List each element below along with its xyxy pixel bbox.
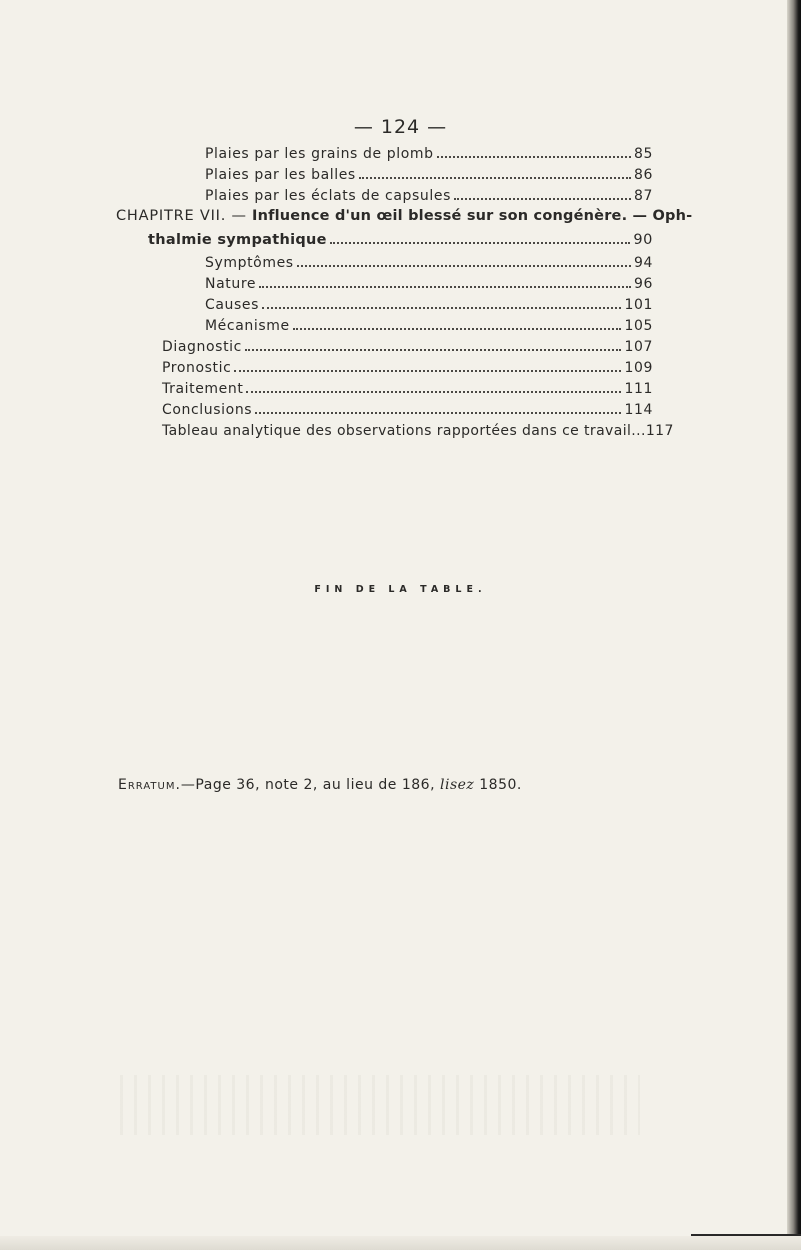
toc-entry-title: Plaies par les éclats de capsules (205, 188, 451, 204)
erratum-label: Erratum. (118, 777, 181, 793)
toc-subentry (205, 318, 653, 334)
toc-entry-page: 114 (624, 402, 653, 418)
toc-entry-page: 111 (624, 381, 653, 397)
dot-leader (259, 286, 631, 288)
toc-entry-title: Mécanisme (205, 318, 290, 334)
toc-entry-page: 87 (633, 188, 653, 204)
toc-entry-title: Conclusions (162, 402, 253, 418)
toc-entry (162, 339, 653, 355)
toc-entry-page: 86 (633, 167, 653, 183)
chapter-title-line1: Influence d'un œil blessé sur son congénère. — Oph- (251, 208, 693, 224)
chapter-heading (116, 208, 693, 224)
toc-entry-page: 101 (624, 297, 653, 313)
erratum-italic: lisez (439, 777, 475, 793)
toc-subentry (205, 297, 653, 313)
dot-leader (234, 370, 621, 372)
toc-entry-title: Causes (205, 297, 260, 313)
toc-entry-page: 90 (633, 232, 653, 248)
bleed-through-marks (120, 1075, 640, 1135)
toc-entry-page: 94 (633, 255, 653, 271)
erratum-note (118, 777, 522, 793)
dot-leader (437, 156, 631, 158)
toc-entry (205, 167, 653, 183)
dot-leader (330, 242, 631, 244)
dot-leader (262, 307, 621, 309)
book-spine-shadow (787, 0, 801, 1250)
toc-subentry (205, 255, 653, 271)
toc-entry-title: Nature (205, 276, 257, 292)
dot-leader (255, 412, 621, 414)
toc-entry-page: 105 (624, 318, 653, 334)
toc-entry-title: Pronostic (162, 360, 232, 376)
toc-entry (162, 360, 653, 376)
dot-leader (454, 198, 631, 200)
page-number: — 124 — (353, 116, 448, 138)
toc-entry-page: 85 (633, 146, 653, 162)
erratum-text: —Page 36, note 2, au lieu de 186, (180, 777, 436, 793)
dot-leader (293, 328, 622, 330)
toc-entry-title: Tableau analytique des observations rapportées dans ce travail... (162, 423, 646, 439)
erratum-value: 1850. (479, 777, 522, 793)
page-bottom-edge (0, 1236, 801, 1250)
dot-leader (297, 265, 631, 267)
toc-entry-title: Symptômes (205, 255, 294, 271)
toc-subentry (205, 276, 653, 292)
toc-entry (162, 402, 653, 418)
toc-entry (162, 381, 653, 397)
toc-entry-chapter (148, 232, 653, 248)
dot-leader (246, 391, 621, 393)
toc-entry-title: Plaies par les balles (205, 167, 356, 183)
toc-entry-page: 109 (624, 360, 653, 376)
toc-entry-page: 107 (624, 339, 653, 355)
dot-leader (245, 349, 622, 351)
chapter-label: CHAPITRE VII. — (116, 208, 247, 224)
chapter-title-line2: thalmie sympathique (148, 232, 327, 248)
end-of-table-label: FIN DE LA TABLE. (314, 584, 487, 595)
toc-entry (205, 188, 653, 204)
toc-entry (205, 146, 653, 162)
toc-entry (162, 423, 674, 439)
toc-entry-title: Diagnostic (162, 339, 242, 355)
toc-entry-title: Plaies par les grains de plomb (205, 146, 434, 162)
toc-entry-title: Traitement (162, 381, 244, 397)
toc-entry-page: 96 (633, 276, 653, 292)
dot-leader (359, 177, 631, 179)
toc-entry-page: 117 (645, 423, 674, 439)
